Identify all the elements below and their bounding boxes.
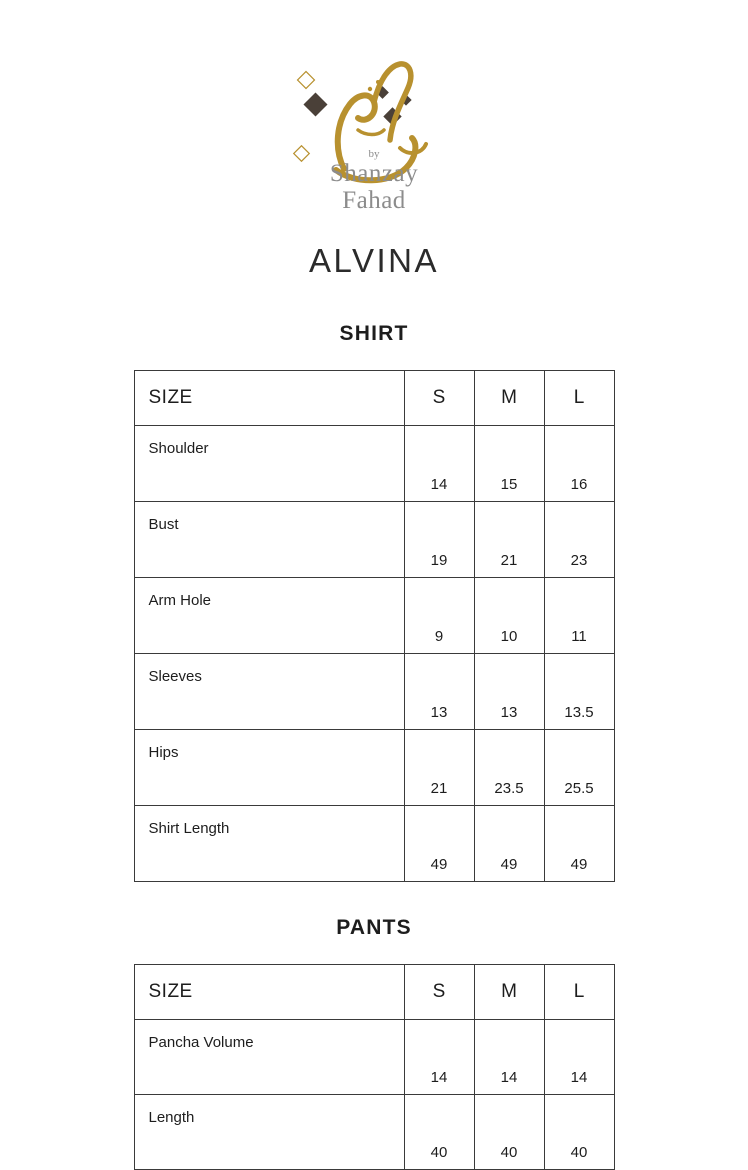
measurement-value-m: 14 — [474, 1020, 544, 1095]
table-row — [134, 806, 614, 882]
column-header-l: L — [544, 371, 614, 426]
table-row — [134, 654, 614, 730]
measurement-value-l: 14 — [544, 1020, 614, 1095]
measurement-value-s: 13 — [404, 654, 474, 730]
measurement-value-l: 25.5 — [544, 730, 614, 806]
table-row — [134, 1095, 614, 1170]
measurement-value-l: 16 — [544, 426, 614, 502]
measurement-value-m: 49 — [474, 806, 544, 882]
table-row — [134, 730, 614, 806]
shirt-size-table — [134, 370, 615, 882]
column-header-s: S — [404, 965, 474, 1020]
page-title: ALVINA — [309, 242, 439, 279]
measurement-value-l: 49 — [544, 806, 614, 882]
column-header-m: M — [474, 965, 544, 1020]
column-header-size: SIZE — [134, 371, 404, 426]
column-header-m: M — [474, 371, 544, 426]
measurement-value-l: 40 — [544, 1095, 614, 1170]
column-header-l: L — [544, 965, 614, 1020]
section-title-shirt: SHIRT — [339, 322, 409, 345]
pants-size-table — [134, 964, 615, 1170]
measurement-value-s: 14 — [404, 1020, 474, 1095]
column-header-size: SIZE — [134, 965, 404, 1020]
measurement-value-s: 19 — [404, 502, 474, 578]
measurement-label: Length — [134, 1095, 404, 1170]
measurement-label: Bust — [134, 502, 404, 578]
measurement-value-s: 21 — [404, 730, 474, 806]
measurement-value-l: 13.5 — [544, 654, 614, 730]
table-header-row — [134, 965, 614, 1020]
column-header-s: S — [404, 371, 474, 426]
measurement-value-m: 15 — [474, 426, 544, 502]
measurement-value-s: 49 — [404, 806, 474, 882]
measurement-value-l: 23 — [544, 502, 614, 578]
table-row — [134, 1020, 614, 1095]
table-header-row — [134, 371, 614, 426]
section-title-pants: PANTS — [336, 916, 412, 939]
brand-logo — [274, 44, 474, 224]
measurement-value-s: 40 — [404, 1095, 474, 1170]
measurement-value-m: 23.5 — [474, 730, 544, 806]
measurement-label: Sleeves — [134, 654, 404, 730]
measurement-label: Shirt Length — [134, 806, 404, 882]
measurement-label: Hips — [134, 730, 404, 806]
measurement-label: Pancha Volume — [134, 1020, 404, 1095]
measurement-value-m: 40 — [474, 1095, 544, 1170]
measurement-value-l: 11 — [544, 578, 614, 654]
measurement-value-s: 14 — [404, 426, 474, 502]
measurement-value-m: 10 — [474, 578, 544, 654]
measurement-value-m: 21 — [474, 502, 544, 578]
measurement-label: Arm Hole — [134, 578, 404, 654]
table-row — [134, 426, 614, 502]
measurement-value-m: 13 — [474, 654, 544, 730]
measurement-value-s: 9 — [404, 578, 474, 654]
brand-name-line2: Fahad — [342, 187, 406, 214]
brand-by-text: by — [368, 148, 380, 160]
brand-name-line1: Shanzay — [329, 160, 419, 187]
table-row — [134, 502, 614, 578]
table-row — [134, 578, 614, 654]
measurement-label: Shoulder — [134, 426, 404, 502]
